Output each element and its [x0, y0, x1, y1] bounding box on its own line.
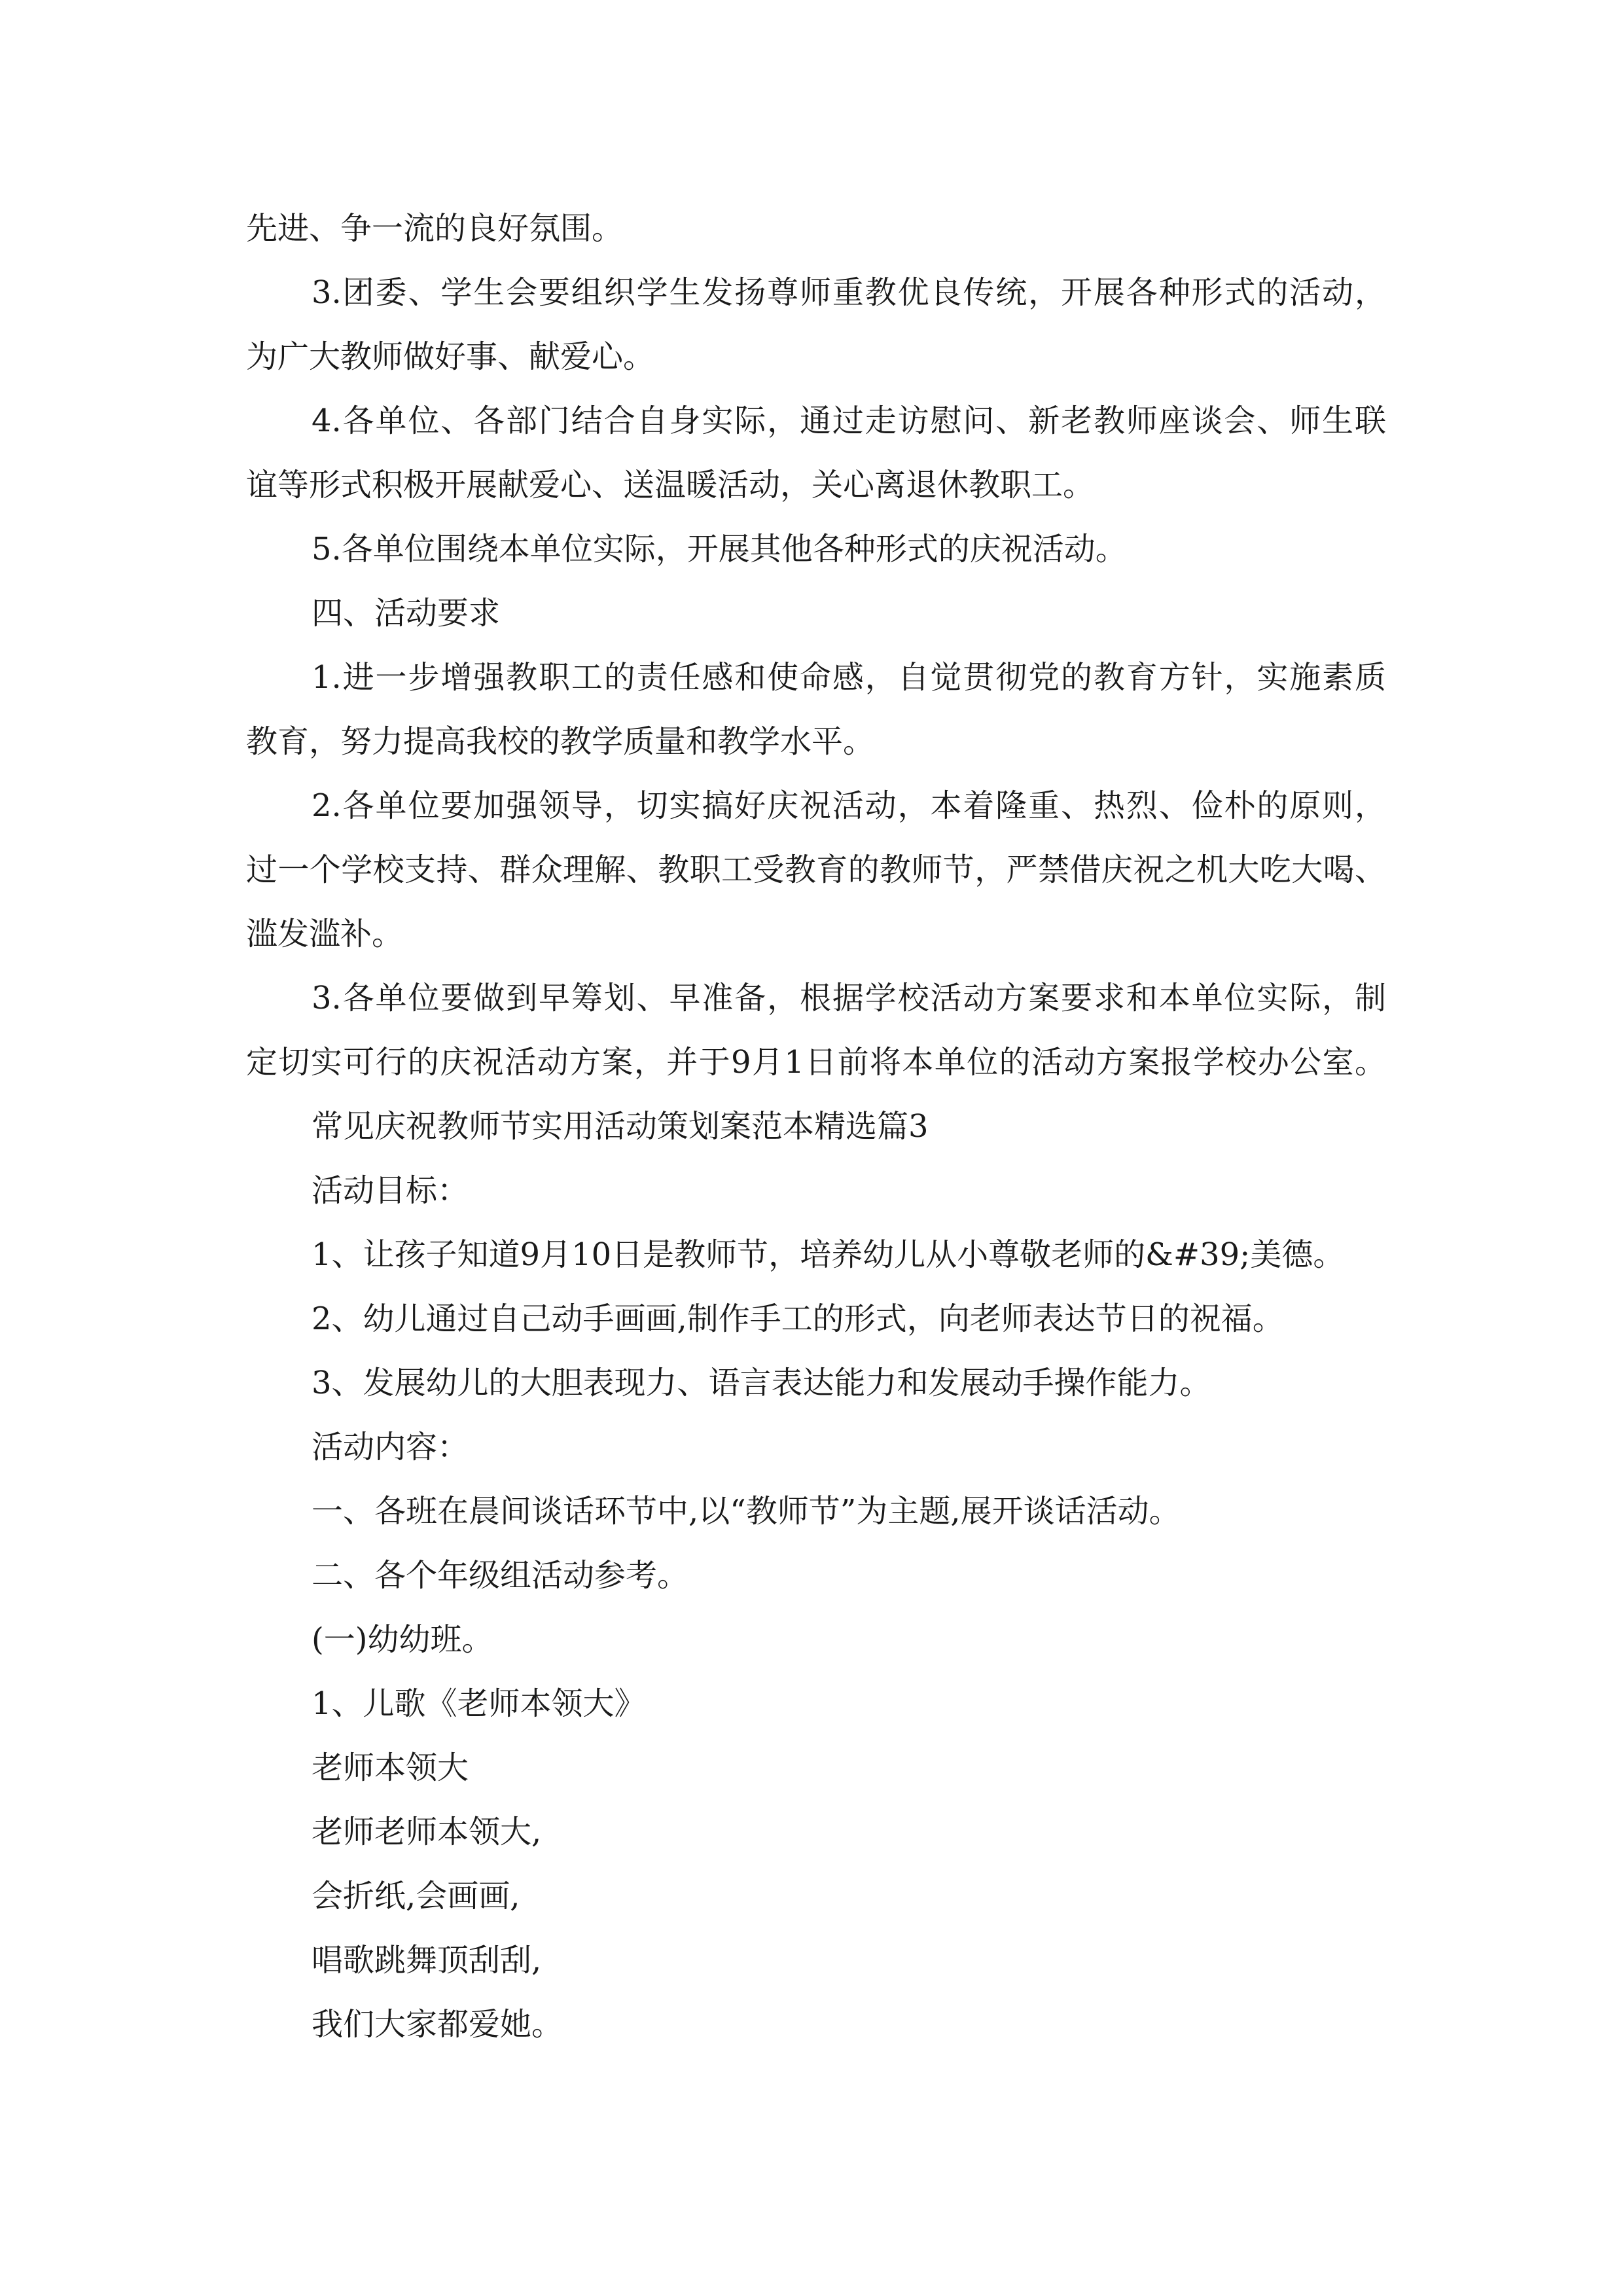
paragraph-line: 定切实可行的庆祝活动方案，并于9月1日前将本单位的活动方案报学校办公室。 — [246, 1044, 1386, 1081]
paragraph-line: 二、各个年级组活动参考。 — [312, 1557, 689, 1594]
paragraph-line: 常见庆祝教师节实用活动策划案范本精选篇3 — [312, 1108, 929, 1145]
paragraph-line: 四、活动要求 — [312, 595, 501, 632]
paragraph-line: 3、发展幼儿的大胆表现力、语言表达能力和发展动手操作能力。 — [312, 1365, 1211, 1401]
paragraph-line: 3.团委、学生会要组织学生发扬尊师重教优良传统，开展各种形式的活动， — [312, 274, 1386, 311]
paragraph-line: 1、儿歌《老师本领大》 — [312, 1685, 646, 1722]
paragraph-line: 为广大教师做好事、献爱心。 — [246, 338, 655, 375]
paragraph-line: 一、各班在晨间谈话环节中,以“教师节”为主题,展开谈话活动。 — [312, 1493, 1181, 1530]
paragraph-line: 会折纸,会画画, — [312, 1878, 520, 1914]
paragraph-line: 过一个学校支持、群众理解、教职工受教育的教师节，严禁借庆祝之机大吃大喝、 — [246, 852, 1386, 888]
paragraph-line: 5.各单位围绕本单位实际，开展其他各种形式的庆祝活动。 — [312, 531, 1127, 567]
paragraph-line: 老师老师本领大, — [312, 1814, 542, 1850]
document-body — [246, 196, 1386, 2056]
paragraph-line: 4.各单位、各部门结合自身实际，通过走访慰问、新老教师座谈会、师生联 — [312, 403, 1386, 439]
paragraph-line: 谊等形式积极开展献爱心、送温暖活动，关心离退休教职工。 — [246, 467, 1095, 503]
paragraph-line: 1.进一步增强教职工的责任感和使命感，自觉贯彻党的教育方针，实施素质 — [312, 659, 1386, 696]
paragraph-line: 1、让孩子知道9月10日是教师节，培养幼儿从小尊敬老师的&#39;美德。 — [312, 1236, 1345, 1273]
paragraph-line: 教育，努力提高我校的教学质量和教学水平。 — [246, 723, 875, 760]
paragraph-line: (一)幼幼班。 — [312, 1621, 493, 1658]
paragraph-line: 先进、争一流的良好氛围。 — [246, 210, 624, 247]
paragraph-line: 活动目标： — [312, 1172, 469, 1209]
paragraph-line: 活动内容： — [312, 1429, 469, 1465]
paragraph-line: 3.各单位要做到早筹划、早准备，根据学校活动方案要求和本单位实际，制 — [312, 980, 1386, 1016]
paragraph-line: 我们大家都爱她。 — [312, 2006, 563, 2043]
paragraph-line: 2.各单位要加强领导，切实搞好庆祝活动，本着隆重、热烈、俭朴的原则， — [312, 787, 1386, 824]
paragraph-line: 老师本领大 — [312, 1749, 469, 1786]
paragraph-line: 滥发滥补。 — [246, 916, 404, 952]
paragraph-line: 唱歌跳舞顶刮刮, — [312, 1942, 542, 1979]
paragraph-line: 2、幼儿通过自己动手画画,制作手工的形式，向老师表达节日的祝福。 — [312, 1300, 1284, 1337]
